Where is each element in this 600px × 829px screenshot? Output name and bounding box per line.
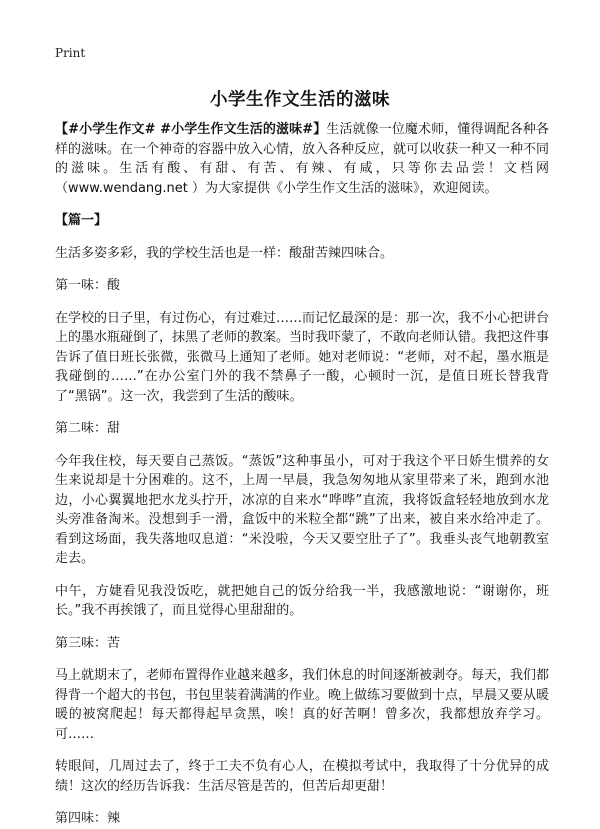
opening-line: 生活多姿多彩，我的学校生活也是一样：酸甜苦辣四味合。 <box>55 245 394 261</box>
sour-paragraph: 在学校的日子里，有过伤心，有过难过……而记忆最深的是：那一次，我不小心把讲台上的墨水瓶碰倒了，抹黑了老师的教案。当时我吓蒙了，不敢向老师认错。我把这件事告诉了值日班长张微，张微马上通知了老师。她对老师说：“老师，对不起，墨水瓶是我碰倒的……”在办公室门外的我不禁鼻子一酸，心顿时一沉，是值日班长替我背了“黑锅”。这一次，我尝到了生活的酸味。 <box>55 310 550 404</box>
sweet-heading: 第二味：甜 <box>55 421 121 436</box>
spicy-heading: 第四味：辣 <box>55 811 121 826</box>
intro-tags: 【#小学生作文# #小学生作文生活的滋味#】 <box>55 122 327 137</box>
intro-paragraph <box>55 120 549 198</box>
article-body <box>55 120 549 829</box>
section-heading: 【篇一】 <box>55 213 108 228</box>
intro-text: 生活就像一位魔术师，懂得调配各种各样的滋味。在一个神奇的容器中放入心情，放入各种反应，就可以收获一种又一种不同的滋味。生活有酸、有甜、有苦、有辣、有咸，只等你去品尝！文档网（www.wendang.net ）为大家提供《小学生作文生活的滋味》，欢迎阅读。 <box>55 122 550 196</box>
page-title: 小学生作文生活的滋味 <box>210 90 390 110</box>
bitter-paragraph-2: 转眼间，几周过去了，终于工夫不负有心人，在模拟考试中，我取得了十分优异的成绩！这次的经历告诉我：生活尽管是苦的，但苦后却更甜！ <box>55 759 549 794</box>
print-link[interactable]: Print <box>55 46 86 60</box>
bitter-paragraph-1: 马上就期末了，老师布置得作业越来越多，我们休息的时间逐渐被剥夺。每天，我们都得背一个超大的书包，书包里装着满满的作业。晚上做练习要做到十点，早晨又要从暖暖的被窝爬起！每天都得起早贪黑，唉！真的好苦啊！曾多次，我都想放弃学习。可…… <box>55 668 550 742</box>
sweet-paragraph-2: 中午，方婕看见我没饭吃，就把她自己的饭分给我一半，我感激地说：“谢谢你，班长。”我不再挨饿了，而且觉得心里甜甜的。 <box>55 583 549 618</box>
sweet-paragraph-1: 今年我住校，每天要自己蒸饭。“蒸饭”这种事虽小，可对于我这个平日娇生惯养的女生来说却是十分困难的。这不，上周一早晨，我急匆匆地从家里带来了米，跑到水池边，小心翼翼地把水龙头拧开，冰凉的自来水“哗哗”直流，我将饭盒轻轻地放到水龙头旁准备淘米。没想到手一滑，盒饭中的米粒全都“跳”了出来，被自来水给冲走了。看到这场面，我失落地叹息道：“米没啦，今天又要空肚子了”。我垂头丧气地朝教室走去。 <box>55 453 549 566</box>
bitter-heading: 第三味：苦 <box>55 635 121 651</box>
sour-heading: 第一味：酸 <box>55 278 121 293</box>
